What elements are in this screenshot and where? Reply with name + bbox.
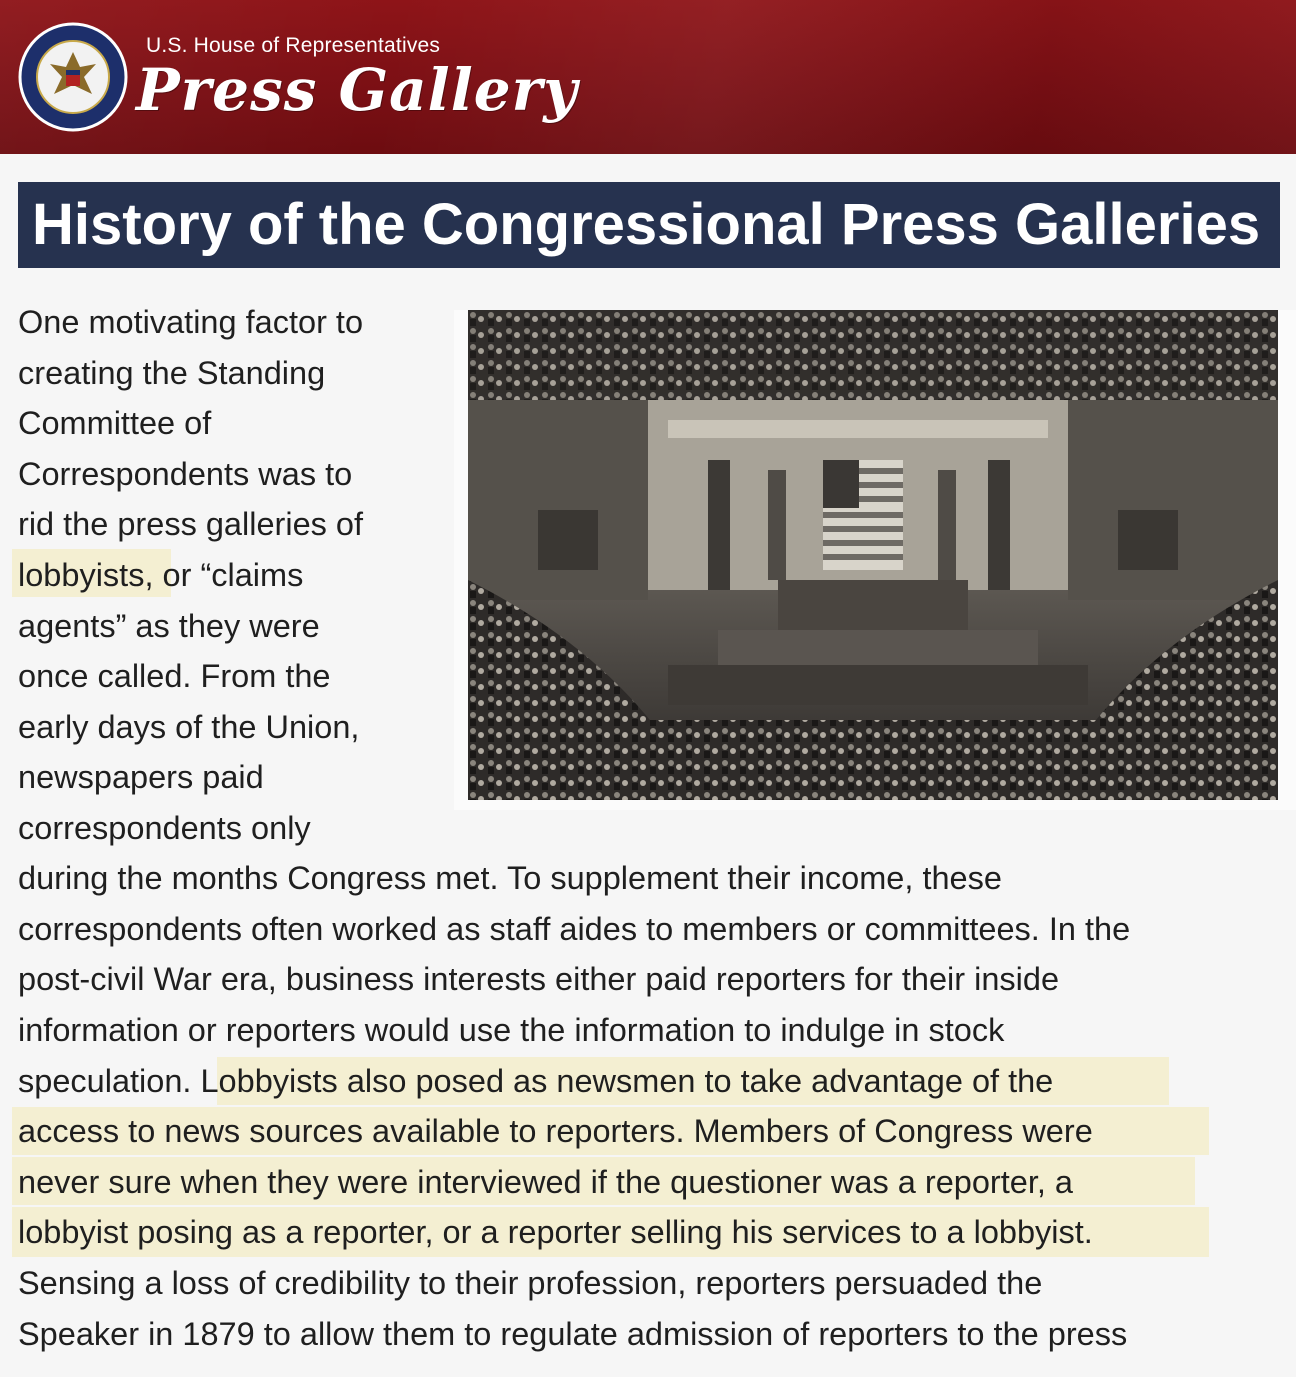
- article-line: agents” as they were: [18, 608, 320, 644]
- article-line: correspondents often worked as staff aides to members or committees. In the: [18, 911, 1131, 947]
- site-header: [0, 0, 1296, 154]
- house-chamber-photo: [454, 310, 1296, 810]
- article-line: Correspondents was to: [18, 456, 353, 492]
- highlighted-text: lobbyists,: [18, 557, 154, 593]
- article-line: Sensing a loss of credibility to their profession, reporters persuaded the: [18, 1265, 1043, 1301]
- article-line: One motivating factor to: [18, 304, 364, 340]
- article-line: correspondents only: [18, 810, 311, 846]
- article-line: newspapers paid: [18, 759, 264, 795]
- chamber-photo-image: [468, 310, 1278, 800]
- article-line: Committee of: [18, 405, 212, 441]
- highlighted-text: Lobbyists also posed as newsmen to take advantage of the: [200, 1063, 1054, 1099]
- article-line: [18, 1157, 1073, 1207]
- article-line: Speaker in 1879 to allow them to regulate admission of reporters to the press: [18, 1316, 1128, 1352]
- page-title: History of the Congressional Press Galleries: [18, 182, 1280, 268]
- article-line: early days of the Union,: [18, 709, 360, 745]
- highlighted-text: access to news sources available to reporters. Members of Congress were: [18, 1113, 1093, 1149]
- article-line: [18, 1207, 1093, 1257]
- article-line: creating the Standing: [18, 355, 326, 391]
- press-gallery-wordmark[interactable]: Press Gallery: [136, 56, 578, 124]
- org-name: U.S. House of Representatives: [146, 34, 441, 57]
- article-line: during the months Congress met. To supplement their income, these: [18, 860, 1002, 896]
- article-line: [18, 1106, 1093, 1156]
- article-line: rid the press galleries of: [18, 506, 364, 542]
- article-line: lobbyists, or “claims: [18, 557, 304, 593]
- article-line: once called. From the: [18, 658, 331, 694]
- article-line: post-civil War era, business interests either paid reporters for their inside: [18, 961, 1060, 997]
- highlighted-text: never sure when they were interviewed if the questioner was a reporter, a: [18, 1164, 1074, 1200]
- house-seal-logo[interactable]: [18, 22, 128, 132]
- article-line: speculation. Lobbyists also posed as newsmen to take advantage of the: [18, 1063, 1054, 1099]
- article-line: information or reporters would use the information to indulge in stock: [18, 1012, 1005, 1048]
- highlighted-text: lobbyist posing as a reporter, or a reporter selling his services to a lobbyist.: [18, 1214, 1093, 1250]
